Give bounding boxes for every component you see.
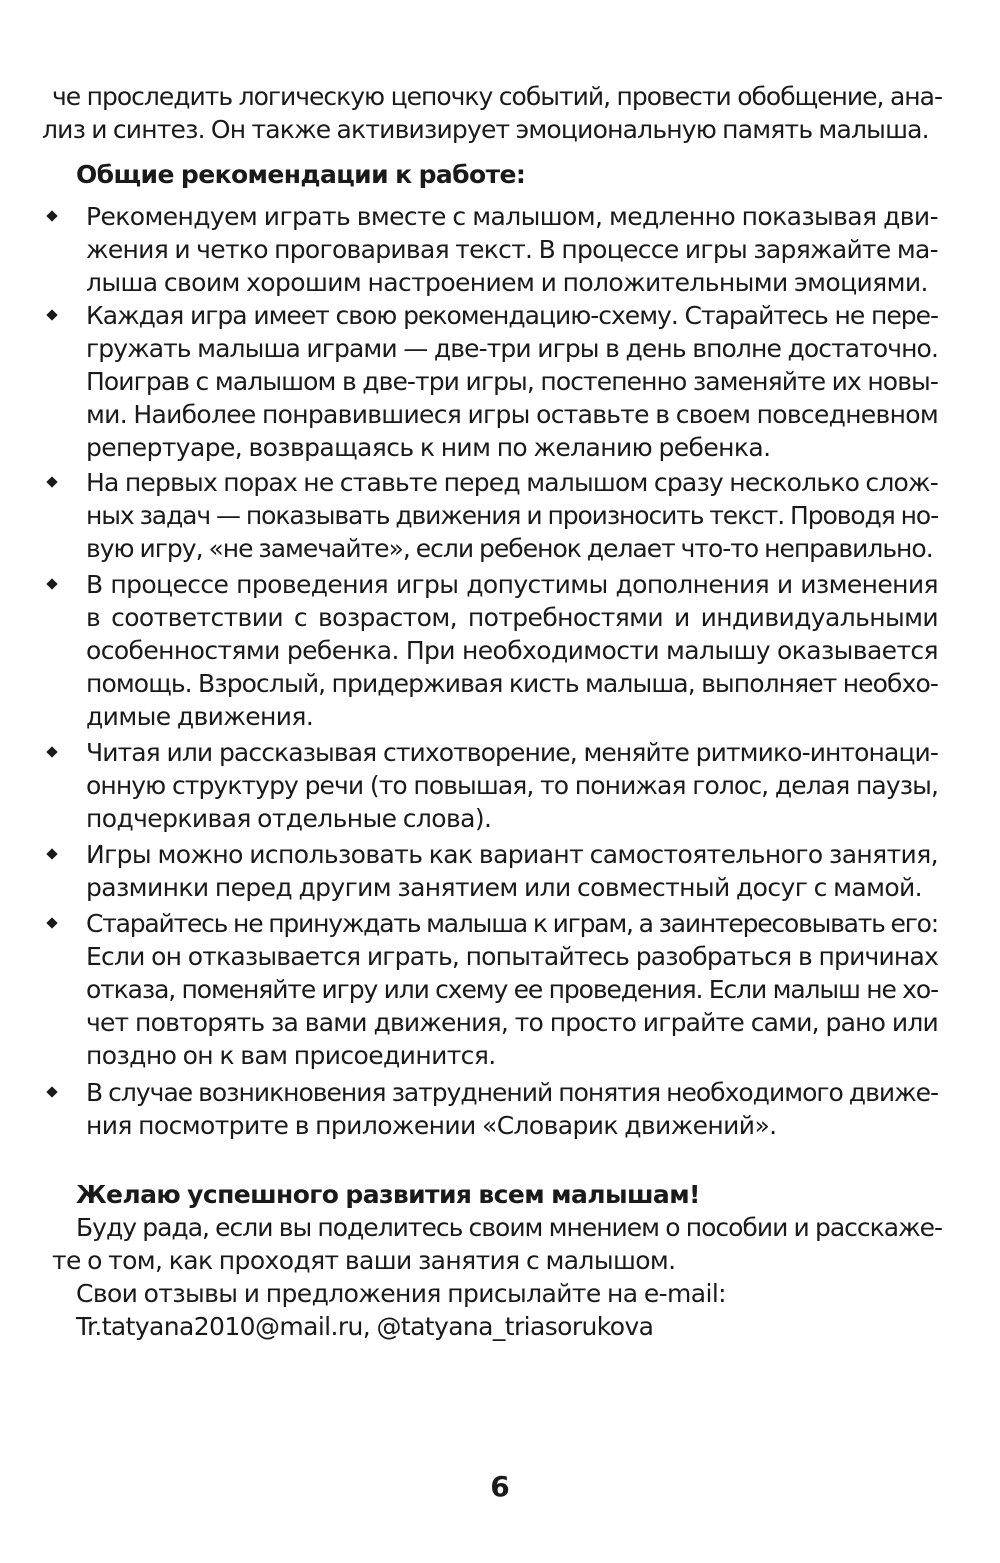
bullet-8-line: ния посмотрите в приложении «Словарик движений». bbox=[86, 1111, 777, 1140]
bullet-7-line: поздно он к вам присоединится. bbox=[86, 1041, 496, 1070]
closing-line: Буду рада, если вы поделитесь своим мнением о пособии и расскаже- bbox=[76, 1213, 942, 1242]
bullet-4-line: в соответствии с возрастом, потребностями и индивидуальными bbox=[86, 603, 938, 632]
bullet-1-line: жения и четко проговаривая текст. В процессе игры заряжайте ма- bbox=[86, 235, 938, 264]
bullet-4-line: помощь. Взрослый, придерживая кисть малыша, выполняет необхо- bbox=[86, 669, 938, 698]
bullet-diamond-icon bbox=[46, 1086, 57, 1097]
bullet-diamond-icon bbox=[46, 746, 57, 757]
bullet-diamond-icon bbox=[46, 210, 57, 221]
intro-line: че проследить логическую цепочку событий, провести обобщение, ана- bbox=[52, 82, 942, 111]
bullet-1-line: лыша своим хорошим настроением и положительными эмоциями. bbox=[86, 268, 928, 297]
bullet-7-line: чет повторять за вами движения, то просто играйте сами, рано или bbox=[86, 1008, 938, 1037]
bullet-2-line: репертуаре, возвращаясь к ним по желанию ребенка. bbox=[86, 433, 771, 462]
page-number: 6 bbox=[490, 1470, 510, 1503]
bullet-7-line: отказа, поменяйте игру или схему ее проведения. Если малыш не хо- bbox=[86, 975, 938, 1004]
bullet-5-line: Читая или рассказывая стихотворение, меняйте ритмико-интонаци- bbox=[86, 738, 938, 767]
bullet-7-line: Если он отказывается играть, попытайтесь разобраться в причинах bbox=[86, 942, 938, 971]
recommendations-heading: Общие рекомендации к работе: bbox=[76, 160, 526, 189]
bullet-3-line: ных задач — показывать движения и произносить текст. Проводя но- bbox=[86, 501, 938, 530]
bullet-diamond-icon bbox=[46, 917, 57, 928]
bullet-7-line: Старайтесь не принуждать малыша к играм, а заинтересовывать его: bbox=[86, 909, 938, 938]
bullet-6-line: Игры можно использовать как вариант самостоятельного занятия, bbox=[86, 840, 938, 869]
bullet-2-line: ми. Наиболее понравившиеся игры оставьте в своем повседневном bbox=[86, 400, 938, 429]
bullet-diamond-icon bbox=[46, 578, 57, 589]
bullet-2-line: Каждая игра имеет свою рекомендацию-схему. Старайтесь не пере- bbox=[86, 301, 938, 330]
bullet-2-line: Поиграв с малышом в две-три игры, постепенно заменяйте их новы- bbox=[86, 367, 938, 396]
bullet-3-line: На первых порах не ставьте перед малышом сразу несколько слож- bbox=[86, 468, 938, 497]
contact-email-line: Tr.tatyana2010@mail.ru, @tatyana_triasorukova bbox=[76, 1312, 654, 1341]
bullet-6-line: разминки перед другим занятием или совместный досуг с мамой. bbox=[86, 873, 923, 902]
closing-heading: Желаю успешного развития всем малышам! bbox=[76, 1180, 700, 1209]
bullet-4-line: В процессе проведения игры допустимы дополнения и изменения bbox=[86, 570, 938, 599]
closing-line: Свои отзывы и предложения присылайте на e-mail: bbox=[76, 1279, 727, 1308]
bullet-5-line: подчеркивая отдельные слова). bbox=[86, 804, 492, 833]
bullet-2-line: гружать малыша играми — две-три игры в день вполне достаточно. bbox=[86, 334, 938, 363]
bullet-5-line: онную структуру речи (то повышая, то понижая голос, делая паузы, bbox=[86, 771, 938, 800]
bullet-1-line: Рекомендуем играть вместе с малышом, медленно показывая дви- bbox=[86, 202, 938, 231]
bullet-diamond-icon bbox=[46, 309, 57, 320]
intro-line: лиз и синтез. Он также активизирует эмоциональную память малыша. bbox=[42, 115, 929, 144]
bullet-diamond-icon bbox=[46, 848, 57, 859]
bullet-3-line: вую игру, «не замечайте», если ребенок делает что-то неправильно. bbox=[86, 534, 933, 563]
bullet-8-line: В случае возникновения затруднений понятия необходимого движе- bbox=[86, 1078, 938, 1107]
bullet-diamond-icon bbox=[46, 476, 57, 487]
bullet-4-line: димые движения. bbox=[86, 702, 314, 731]
bullet-4-line: особенностями ребенка. При необходимости малышу оказывается bbox=[86, 636, 938, 665]
closing-line: те о том, как проходят ваши занятия с малышом. bbox=[52, 1246, 676, 1275]
